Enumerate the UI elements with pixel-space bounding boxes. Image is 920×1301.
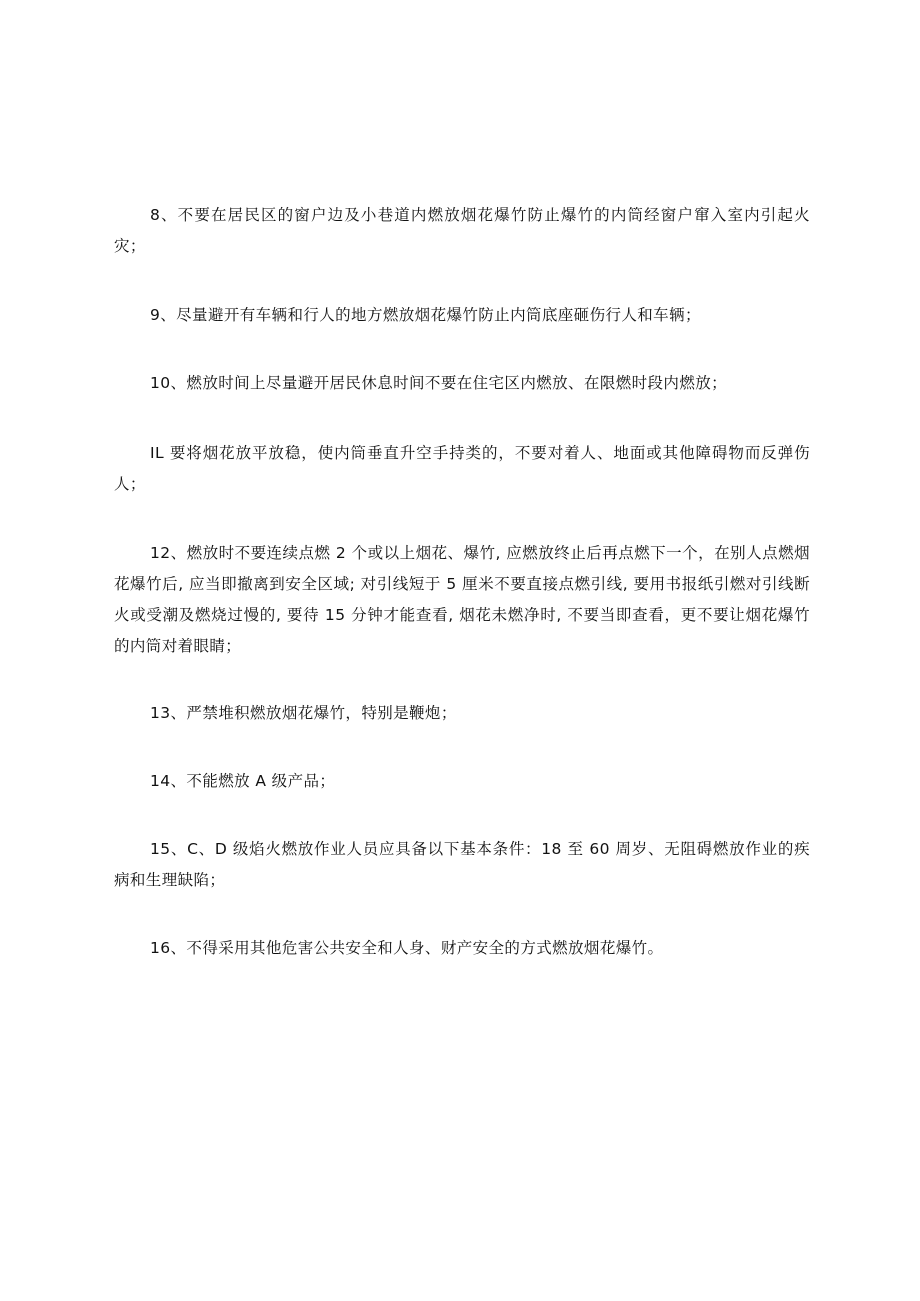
- paragraph-item-15: 15、C、D 级焰火燃放作业人员应具备以下基本条件：18 至 60 周岁、无阻碍燃放作业的疾病和生理缺陷；: [114, 840, 810, 889]
- paragraph-item-12: 12、燃放时不要连续点燃 2 个或以上烟花、爆竹, 应燃放终止后再点燃下一个，在别人点燃烟花爆竹后, 应当即撤离到安全区域; 对引线短于 5 厘米不要直接点燃引线, 要用书报纸引燃对引线断火或受潮及燃烧过慢的, 要待 15 分钟才能查看, 烟花未燃净时, 不要当即查看，更不要让烟花爆竹的内筒对着眼睛；: [114, 544, 810, 655]
- paragraph-item-10: 10、燃放时间上尽量避开居民休息时间不要在住宅区内燃放、在限燃时段内燃放；: [150, 374, 728, 392]
- paragraph-item-11: IL 要将烟花放平放稳，使内筒垂直升空手持类的，不要对着人、地面或其他障碍物而反弹伤人；: [114, 444, 810, 493]
- paragraph-item-9: 9、尽量避开有车辆和行人的地方燃放烟花爆竹防止内筒底座砸伤行人和车辆；: [150, 306, 701, 324]
- paragraph-item-14: 14、不能燃放 A 级产品；: [150, 772, 336, 790]
- paragraph-item-13: 13、严禁堆积燃放烟花爆竹，特别是鞭炮；: [150, 704, 457, 722]
- paragraph-item-8: 8、不要在居民区的窗户边及小巷道内燃放烟花爆竹防止爆竹的内筒经窗户窜入室内引起火灾；: [114, 206, 810, 255]
- paragraph-item-16: 16、不得采用其他危害公共安全和人身、财产安全的方式燃放烟花爆竹。: [150, 939, 664, 957]
- document-body: [114, 200, 810, 1003]
